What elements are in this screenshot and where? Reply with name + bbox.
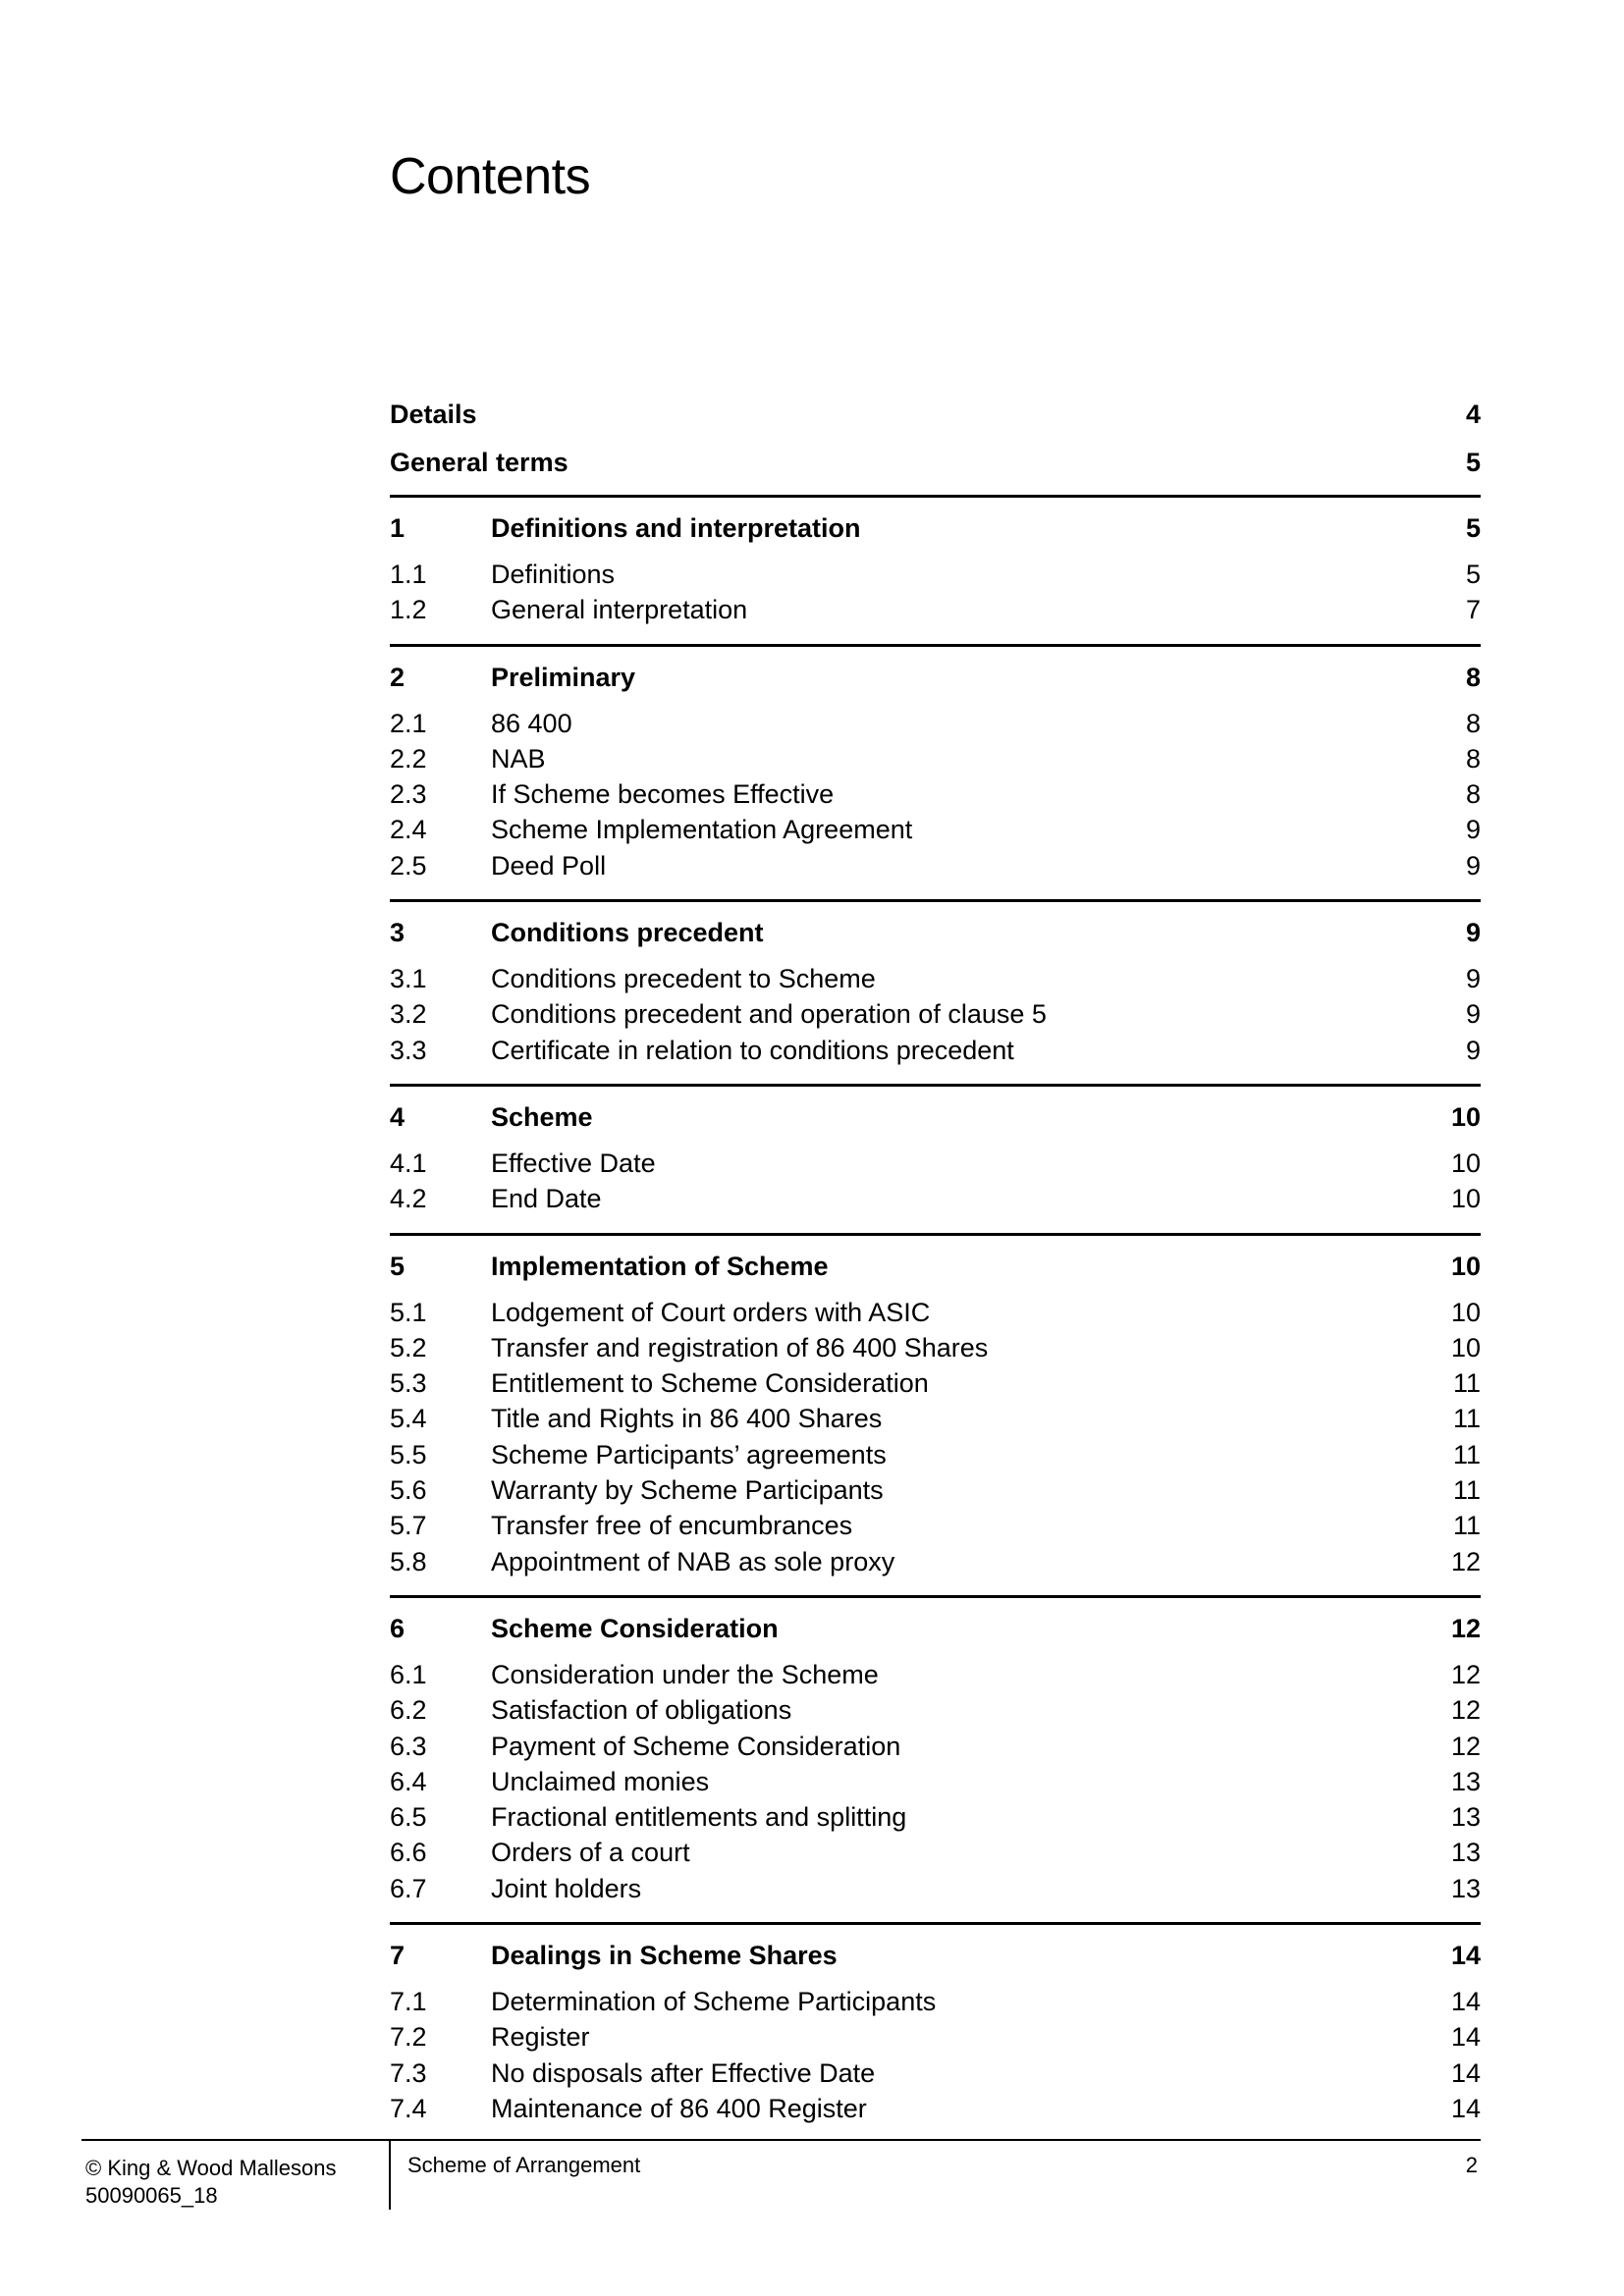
toc-section-heading[interactable] — [390, 1931, 1481, 1980]
toc-subsection-number: 5.8 — [390, 1546, 427, 1576]
toc-entry-page: 4 — [1465, 400, 1481, 429]
toc-section-page: 14 — [1450, 1941, 1481, 1971]
toc-subsection-title: Unclaimed monies — [491, 1766, 710, 1796]
toc-subsection-page: 10 — [1450, 1332, 1481, 1362]
toc-subsection-page: 11 — [1452, 1475, 1481, 1506]
toc-section-page: 9 — [1465, 918, 1481, 948]
toc-subsection[interactable] — [390, 1146, 1481, 1181]
toc-subsection-title: Scheme Implementation Agreement — [491, 815, 913, 845]
toc-subsection[interactable] — [390, 1729, 1481, 1764]
toc-subsection-title: Definitions — [491, 560, 616, 589]
toc-subsection-number: 7.4 — [390, 2093, 427, 2123]
toc-section-number: 1 — [390, 513, 406, 543]
toc-subsection[interactable] — [390, 741, 1481, 776]
toc-subsection-page: 13 — [1450, 1873, 1481, 1903]
toc-subsection-page: 11 — [1452, 1439, 1481, 1469]
toc-subsection[interactable] — [390, 706, 1481, 741]
toc-section-number: 3 — [390, 918, 406, 948]
toc-section-heading[interactable] — [390, 653, 1481, 702]
footer-firm-info — [85, 2155, 336, 2210]
toc-subsection-number: 3.3 — [390, 1035, 427, 1065]
toc-section-number: 7 — [390, 1941, 406, 1971]
toc-subsection[interactable] — [390, 2056, 1481, 2091]
toc-subsection-list — [390, 1295, 1481, 1579]
toc-subsection-number: 3.2 — [390, 999, 427, 1030]
toc-subsection-number: 2.5 — [390, 850, 427, 881]
toc-subsection-page: 14 — [1450, 1987, 1481, 2017]
toc-section — [390, 1084, 1481, 1225]
toc-section-page: 8 — [1465, 662, 1481, 692]
toc-entry-title: General terms — [390, 448, 568, 477]
toc-subsection-title: Register — [491, 2022, 590, 2053]
toc-subsection-page: 10 — [1450, 1184, 1481, 1214]
toc-section — [390, 1233, 1481, 1587]
toc-subsection[interactable] — [390, 1033, 1481, 1068]
toc-subsection-page: 10 — [1450, 1297, 1481, 1327]
toc-subsection-page: 5 — [1465, 560, 1481, 589]
toc-subsection[interactable] — [390, 996, 1481, 1032]
toc-subsection-title: Payment of Scheme Consideration — [491, 1731, 901, 1761]
toc-subsection-title: Title and Rights in 86 400 Shares — [491, 1404, 883, 1434]
toc-subsection[interactable] — [390, 1871, 1481, 1906]
page-footer — [81, 2139, 1481, 2210]
toc-subsection[interactable] — [390, 1799, 1481, 1835]
toc-subsection-page: 8 — [1465, 743, 1481, 774]
toc-subsection-number: 7.1 — [390, 1987, 427, 2017]
toc-subsection[interactable] — [390, 1508, 1481, 1543]
footer-page-number: 2 — [1465, 2153, 1478, 2177]
toc-subsection-page: 11 — [1452, 1368, 1481, 1399]
toc-subsection-page: 9 — [1465, 1035, 1481, 1065]
toc-section-page: 12 — [1450, 1613, 1481, 1643]
toc-subsection-page: 14 — [1450, 2057, 1481, 2088]
toc-subsection-list — [390, 1146, 1481, 1217]
toc-section-number: 4 — [390, 1101, 406, 1132]
toc-subsection[interactable] — [390, 557, 1481, 592]
toc-subsection-page: 7 — [1465, 595, 1481, 625]
toc-subsection[interactable] — [390, 1835, 1481, 1870]
toc-subsection-page: 13 — [1450, 1766, 1481, 1796]
toc-section-title: Definitions and interpretation — [491, 513, 861, 543]
toc-subsection-title: Joint holders — [491, 1873, 642, 1903]
toc-section-number: 6 — [390, 1613, 406, 1643]
toc-section-heading[interactable] — [390, 908, 1481, 957]
toc-subsection-page: 12 — [1450, 1659, 1481, 1689]
toc-section-title: Scheme — [491, 1101, 593, 1132]
toc-subsection-number: 2.3 — [390, 779, 427, 810]
toc-subsection-page: 9 — [1465, 964, 1481, 994]
toc-subsection-title: Satisfaction of obligations — [491, 1695, 792, 1726]
toc-subsection[interactable] — [390, 1295, 1481, 1330]
toc-subsection[interactable] — [390, 812, 1481, 847]
toc-subsection-title: 86 400 — [491, 708, 572, 738]
toc-subsection[interactable] — [390, 776, 1481, 812]
toc-subsection-list — [390, 961, 1481, 1068]
toc-subsection-number: 5.6 — [390, 1475, 427, 1506]
toc-subsection[interactable] — [390, 1437, 1481, 1472]
toc-subsection-number: 2.4 — [390, 815, 427, 845]
toc-section-heading[interactable] — [390, 1242, 1481, 1291]
toc-subsection-page: 12 — [1450, 1731, 1481, 1761]
toc-subsection[interactable] — [390, 1365, 1481, 1401]
toc-subsection-number: 6.1 — [390, 1659, 427, 1689]
toc-subsection-title: Transfer free of encumbrances — [491, 1511, 853, 1541]
toc-subsection-number: 1.2 — [390, 595, 427, 625]
toc-subsection-title: End Date — [491, 1184, 602, 1214]
toc-subsection-number: 5.5 — [390, 1439, 427, 1469]
toc-subsection-page: 14 — [1450, 2093, 1481, 2123]
toc-subsection[interactable] — [390, 592, 1481, 627]
toc-subsection[interactable] — [390, 2019, 1481, 2055]
toc-subsection-title: Entitlement to Scheme Consideration — [491, 1368, 929, 1399]
toc-entry-title: Details — [390, 400, 477, 429]
toc-subsection[interactable] — [390, 961, 1481, 996]
toc-section — [390, 899, 1481, 1076]
toc-section-title: Implementation of Scheme — [491, 1251, 829, 1281]
toc-subsection-title: NAB — [491, 743, 546, 774]
toc-section-title: Preliminary — [491, 662, 636, 692]
toc-subsection-list — [390, 1984, 1481, 2126]
toc-section-heading[interactable] — [390, 1604, 1481, 1653]
toc-subsection-page: 11 — [1452, 1404, 1481, 1434]
toc-subsection-list — [390, 557, 1481, 628]
toc-subsection[interactable] — [390, 1401, 1481, 1436]
toc-section-title: Conditions precedent — [491, 918, 764, 948]
toc-subsection-page: 13 — [1450, 1838, 1481, 1868]
toc-section — [390, 1922, 1481, 2134]
toc-subsection-title: Maintenance of 86 400 Register — [491, 2093, 867, 2123]
toc-subsection-number: 1.1 — [390, 560, 427, 589]
toc-subsection-number: 6.4 — [390, 1766, 427, 1796]
toc-subsection-title: Scheme Participants’ agreements — [491, 1439, 887, 1469]
toc-subsection-title: Warranty by Scheme Participants — [491, 1475, 884, 1506]
toc-subsection-title: Conditions precedent to Scheme — [491, 964, 876, 994]
toc-subsection-title: If Scheme becomes Effective — [491, 779, 835, 810]
toc-subsection-title: Certificate in relation to conditions precedent — [491, 1035, 1014, 1065]
toc-subsection-page: 14 — [1450, 2022, 1481, 2053]
toc-subsection-list — [390, 1657, 1481, 1906]
table-of-contents — [390, 391, 1481, 2134]
toc-section — [390, 495, 1481, 636]
toc-subsection-number: 2.1 — [390, 708, 427, 738]
toc-subsection-number: 6.6 — [390, 1838, 427, 1868]
toc-subsection-page: 8 — [1465, 708, 1481, 738]
toc-subsection-number: 5.1 — [390, 1297, 427, 1327]
toc-section-number: 2 — [390, 662, 406, 692]
toc-subsection-title: Consideration under the Scheme — [491, 1659, 879, 1689]
toc-section-number: 5 — [390, 1251, 406, 1281]
toc-subsection-page: 10 — [1450, 1148, 1481, 1178]
toc-section-title: Scheme Consideration — [491, 1613, 779, 1643]
toc-subsection-page: 8 — [1465, 779, 1481, 810]
toc-subsection-number: 6.2 — [390, 1695, 427, 1726]
toc-subsection-title: Determination of Scheme Participants — [491, 1987, 937, 2017]
toc-subsection-title: Conditions precedent and operation of clause 5 — [491, 999, 1047, 1030]
toc-subsection-page: 9 — [1465, 999, 1481, 1030]
toc-subsection-number: 7.2 — [390, 2022, 427, 2053]
toc-subsection-title: Effective Date — [491, 1148, 656, 1178]
toc-subsection-title: Fractional entitlements and splitting — [491, 1802, 907, 1833]
toc-subsection-page: 12 — [1450, 1546, 1481, 1576]
toc-subsection-number: 7.3 — [390, 2057, 427, 2088]
toc-subsection[interactable] — [390, 1544, 1481, 1579]
toc-subsection[interactable] — [390, 1330, 1481, 1365]
footer-doc-id: 50090065_18 — [85, 2183, 218, 2208]
toc-section-page: 5 — [1465, 513, 1481, 543]
toc-section-page: 10 — [1450, 1101, 1481, 1132]
toc-top-entry[interactable] — [390, 439, 1481, 487]
toc-subsection-title: Deed Poll — [491, 850, 607, 881]
toc-subsection[interactable] — [390, 1472, 1481, 1508]
toc-subsection[interactable] — [390, 1181, 1481, 1216]
toc-subsection-list — [390, 706, 1481, 883]
footer-doc-title: Scheme of Arrangement — [407, 2153, 641, 2177]
toc-subsection-title: No disposals after Effective Date — [491, 2057, 876, 2088]
toc-subsection[interactable] — [390, 1657, 1481, 1692]
toc-subsection-page: 9 — [1465, 815, 1481, 845]
toc-subsection-number: 6.3 — [390, 1731, 427, 1761]
toc-subsection-page: 9 — [1465, 850, 1481, 881]
toc-subsection-title: Orders of a court — [491, 1838, 690, 1868]
toc-subsection-number: 2.2 — [390, 743, 427, 774]
toc-subsection[interactable] — [390, 1764, 1481, 1799]
toc-subsection-title: Lodgement of Court orders with ASIC — [491, 1297, 931, 1327]
toc-subsection-page: 13 — [1450, 1802, 1481, 1833]
toc-section — [390, 644, 1481, 891]
toc-subsection-number: 5.3 — [390, 1368, 427, 1399]
toc-subsection[interactable] — [390, 1692, 1481, 1728]
toc-subsection[interactable] — [390, 2091, 1481, 2126]
toc-subsection-number: 4.2 — [390, 1184, 427, 1214]
toc-subsection[interactable] — [390, 848, 1481, 883]
toc-subsection-number: 5.4 — [390, 1404, 427, 1434]
toc-section-heading[interactable] — [390, 1093, 1481, 1142]
toc-top-entry[interactable] — [390, 391, 1481, 439]
toc-section — [390, 1595, 1481, 1914]
toc-section-page: 10 — [1450, 1251, 1481, 1281]
toc-section-title: Dealings in Scheme Shares — [491, 1941, 838, 1971]
toc-subsection-page: 11 — [1452, 1511, 1481, 1541]
toc-subsection[interactable] — [390, 1984, 1481, 2019]
toc-subsection-number: 4.1 — [390, 1148, 427, 1178]
toc-subsection-page: 12 — [1450, 1695, 1481, 1726]
toc-subsection-number: 6.5 — [390, 1802, 427, 1833]
footer-divider — [389, 2141, 391, 2210]
toc-subsection-title: Appointment of NAB as sole proxy — [491, 1546, 895, 1576]
page-title: Contents — [390, 148, 591, 205]
toc-subsection-number: 3.1 — [390, 964, 427, 994]
toc-subsection-number: 5.7 — [390, 1511, 427, 1541]
toc-subsection-number: 6.7 — [390, 1873, 427, 1903]
toc-entry-page: 5 — [1465, 448, 1481, 477]
toc-subsection-number: 5.2 — [390, 1332, 427, 1362]
toc-subsection-title: Transfer and registration of 86 400 Shares — [491, 1332, 989, 1362]
footer-copyright: © King & Wood Mallesons — [85, 2156, 337, 2180]
toc-section-heading[interactable] — [390, 504, 1481, 553]
toc-subsection-title: General interpretation — [491, 595, 748, 625]
